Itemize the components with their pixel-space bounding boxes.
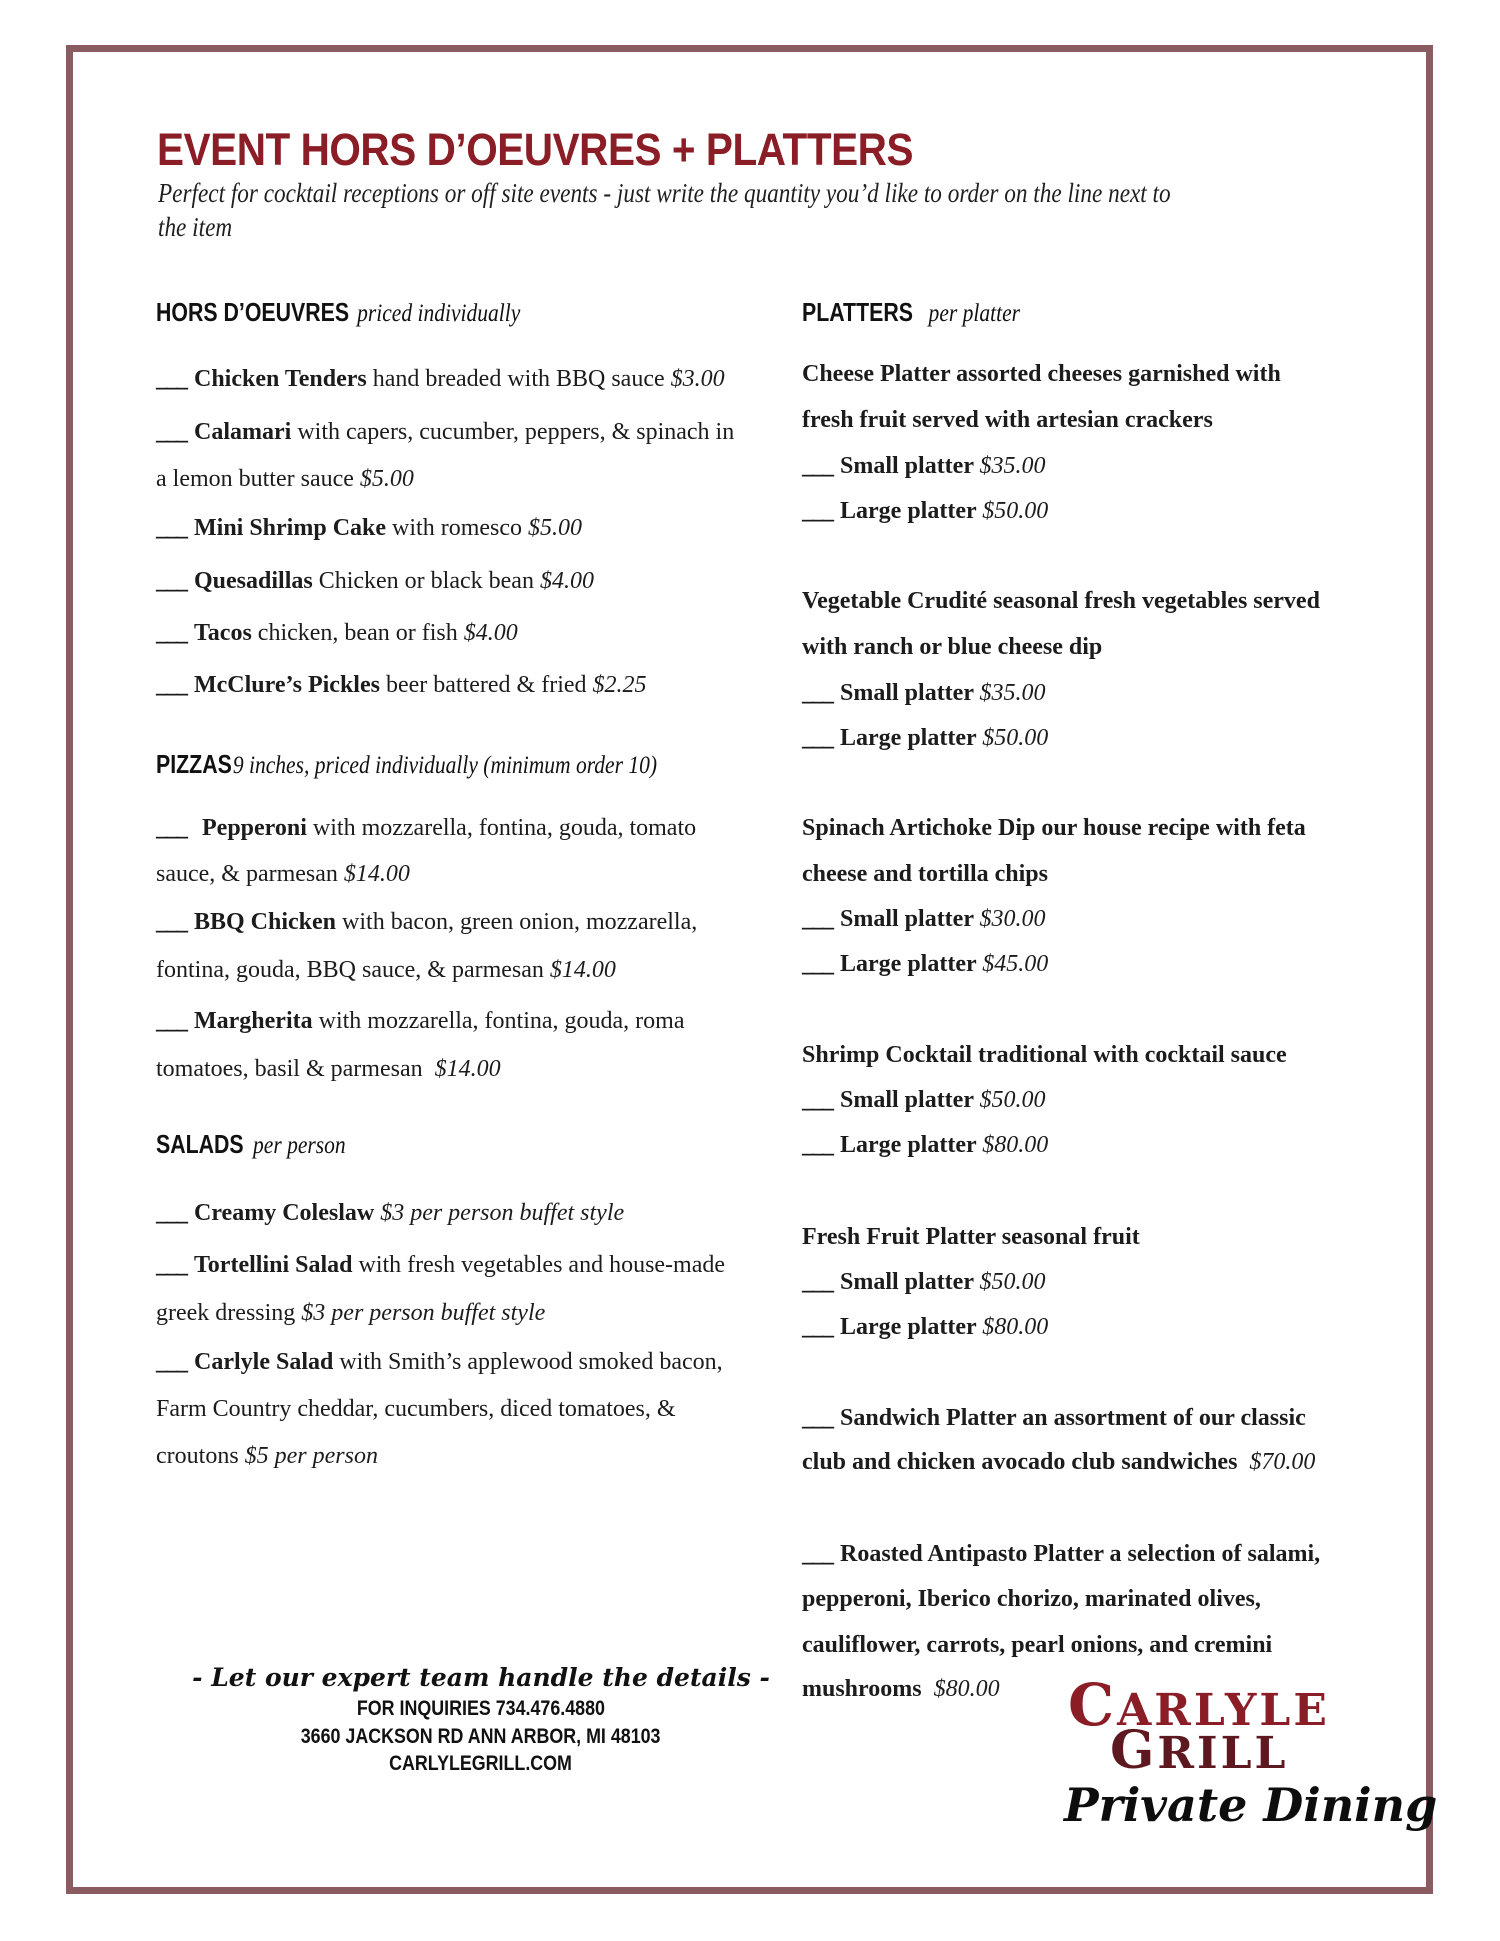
menu-item-pepperoni-cont [156, 859, 410, 889]
page-title: EVENT HORS D’OEUVRES + PLATTERS [157, 124, 914, 175]
footer-tagline: - Let our expert team handle the details - [192, 1663, 770, 1692]
quantity-blank[interactable]: ___ [156, 909, 186, 935]
menu-item-quesadillas [156, 566, 594, 596]
quantity-blank[interactable]: ___ [156, 620, 186, 646]
item-desc: with bacon, green onion, mozzarella, [336, 909, 698, 935]
menu-item-chicken-tenders [156, 364, 725, 394]
menu-item-tacos [156, 618, 518, 648]
platter-vegetable-small [802, 678, 1046, 708]
platter-desc: Roasted Antipasto Platter a selection of salami, [840, 1541, 1321, 1567]
platter-antipasto-desc-1: pepperoni, Iberico chorizo, marinated olives, [802, 1586, 1261, 1612]
item-name: Carlyle Salad [194, 1349, 334, 1375]
item-desc: fontina, gouda, BBQ sauce, & parmesan [156, 957, 550, 983]
item-name: Pepperoni [202, 815, 307, 841]
size-label: Small platter [840, 680, 974, 706]
item-desc: Chicken or black bean [312, 568, 540, 594]
logo-initial: C [1068, 1671, 1118, 1739]
menu-item-mcclures-pickles [156, 670, 647, 700]
quantity-blank[interactable]: ___ [156, 1008, 186, 1034]
platter-antipasto-desc-2: cauliflower, carrots, pearl onions, and cremini [802, 1632, 1273, 1658]
platter-antipasto-title [802, 1539, 1320, 1569]
item-desc: with fresh vegetables and house-made [352, 1252, 726, 1278]
page-subtitle-line-1: Perfect for cocktail receptions or off site events - just write the quantity you’d like to order on the line next to [158, 178, 1171, 208]
item-desc: with romesco [386, 515, 529, 541]
item-price: $3 per person buffet style [301, 1300, 546, 1326]
logo-word: RILL [1157, 1728, 1289, 1779]
menu-item-bbq-chicken [156, 907, 697, 937]
logo-private-dining: Private Dining [1064, 1778, 1438, 1832]
item-desc: tomatoes, basil & parmesan [156, 1056, 435, 1082]
footer-address [0, 1725, 962, 1749]
item-name: Margherita [194, 1008, 313, 1034]
item-price: $4.00 [463, 620, 518, 646]
price: $80.00 [982, 1132, 1049, 1158]
price: $50.00 [979, 1269, 1046, 1295]
website-link[interactable]: CARLYLEGRILL.COM [389, 1752, 573, 1775]
price: $30.00 [979, 906, 1046, 932]
phone-text: FOR INQUIRIES 734.476.4880 [356, 1697, 606, 1720]
platter-fruit-title: Fresh Fruit Platter seasonal fruit [802, 1224, 1140, 1250]
item-name: Calamari [194, 419, 292, 445]
platter-fruit-small [802, 1267, 1046, 1297]
item-desc: a lemon butter sauce [156, 466, 360, 492]
item-price: $5.00 [359, 466, 414, 492]
item-name: Tortellini Salad [194, 1252, 353, 1278]
item-desc: with Smith’s applewood smoked bacon, [333, 1349, 723, 1375]
quantity-blank[interactable]: ___ [156, 419, 186, 445]
platter-cheese-large [802, 496, 1048, 526]
quantity-blank[interactable]: ___ [802, 1314, 832, 1340]
platter-spinach-title: Spinach Artichoke Dip our house recipe with feta [802, 815, 1306, 841]
platter-shrimp-large [802, 1130, 1048, 1160]
platter-cheese-small [802, 451, 1046, 481]
quantity-blank[interactable]: ___ [156, 815, 186, 841]
platter-spinach-large [802, 949, 1048, 979]
menu-item-bbq-chicken-cont [156, 955, 616, 985]
quantity-blank[interactable]: ___ [802, 1405, 832, 1431]
item-price: $3.00 [670, 366, 725, 392]
quantity-blank[interactable]: ___ [156, 1252, 186, 1278]
size-label: Large platter [840, 498, 977, 524]
item-desc: sauce, & parmesan [156, 861, 344, 887]
menu-item-margherita [156, 1006, 685, 1036]
platter-cheese-desc: fresh fruit served with artesian crackers [802, 407, 1213, 433]
section-heading-platters [802, 297, 1021, 328]
section-note: per person [252, 1132, 346, 1159]
price: $50.00 [979, 1087, 1046, 1113]
item-price: $5.00 [528, 515, 583, 541]
quantity-blank[interactable]: ___ [156, 1349, 186, 1375]
item-name: Mini Shrimp Cake [194, 515, 387, 541]
section-heading-pizzas [156, 749, 658, 780]
quantity-blank[interactable]: ___ [156, 672, 186, 698]
quantity-blank[interactable]: ___ [802, 453, 832, 479]
size-label: Small platter [840, 453, 974, 479]
price: $50.00 [982, 498, 1049, 524]
menu-item-pepperoni [156, 813, 696, 843]
quantity-blank[interactable]: ___ [156, 515, 186, 541]
item-desc: with capers, cucumber, peppers, & spinach in [291, 419, 735, 445]
platter-cheese-title: Cheese Platter assorted cheeses garnished with [802, 361, 1281, 387]
section-title: PLATTERS [802, 297, 913, 327]
price: $80.00 [933, 1676, 1000, 1702]
logo-word: ARLYLE [1117, 1685, 1330, 1736]
menu-item-calamari [156, 417, 734, 447]
quantity-blank[interactable]: ___ [156, 1200, 186, 1226]
item-name: BBQ Chicken [194, 909, 337, 935]
section-title: PIZZAS [156, 749, 232, 779]
item-price: $3 per person buffet style [380, 1200, 625, 1226]
item-desc: hand breaded with BBQ sauce [366, 366, 671, 392]
size-label: Large platter [840, 1314, 977, 1340]
item-desc: chicken, bean or fish [251, 620, 464, 646]
platter-shrimp-small [802, 1085, 1046, 1115]
footer-website [0, 1752, 962, 1776]
platter-desc: Sandwich Platter an assortment of our classic [840, 1405, 1306, 1431]
footer-inquiries [0, 1697, 962, 1721]
quantity-blank[interactable]: ___ [802, 1541, 832, 1567]
size-label: Small platter [840, 1087, 974, 1113]
menu-item-tortellini-salad [156, 1250, 725, 1280]
platter-vegetable-title: Vegetable Crudité seasonal fresh vegetables served [802, 588, 1320, 614]
item-desc: with mozzarella, fontina, gouda, roma [312, 1008, 685, 1034]
section-note: 9 inches, priced individually (minimum order 10) [233, 752, 658, 779]
item-price: $4.00 [539, 568, 594, 594]
section-note: priced individually [356, 300, 520, 327]
quantity-blank[interactable]: ___ [802, 1087, 832, 1113]
logo-grill [1110, 1720, 1288, 1781]
price: $80.00 [982, 1314, 1049, 1340]
size-label: Large platter [840, 725, 977, 751]
platter-vegetable-large [802, 723, 1048, 753]
item-name: Quesadillas [194, 568, 313, 594]
item-desc: croutons [156, 1443, 245, 1469]
menu-item-tortellini-salad-cont [156, 1298, 545, 1328]
price: $50.00 [982, 725, 1049, 751]
section-note: per platter [928, 300, 1021, 327]
quantity-blank[interactable]: ___ [156, 366, 186, 392]
platter-shrimp-title: Shrimp Cocktail traditional with cocktail sauce [802, 1042, 1287, 1068]
menu-item-margherita-cont [156, 1054, 501, 1084]
item-price: $14.00 [549, 957, 616, 983]
quantity-blank[interactable]: ___ [802, 680, 832, 706]
quantity-blank[interactable]: ___ [802, 498, 832, 524]
price: $35.00 [979, 453, 1046, 479]
quantity-blank[interactable]: ___ [802, 1269, 832, 1295]
item-price: $5 per person [244, 1443, 378, 1469]
price: $45.00 [982, 951, 1049, 977]
size-label: Small platter [840, 906, 974, 932]
platter-spinach-desc: cheese and tortilla chips [802, 861, 1048, 887]
platter-spinach-small [802, 904, 1046, 934]
menu-item-creamy-coleslaw [156, 1198, 624, 1228]
quantity-blank[interactable]: ___ [802, 725, 832, 751]
item-name: Tacos [194, 620, 252, 646]
platter-desc: club and chicken avocado club sandwiches [802, 1449, 1250, 1475]
price: $35.00 [979, 680, 1046, 706]
menu-item-carlyle-salad-cont-2 [156, 1441, 378, 1471]
logo-initial: G [1110, 1720, 1158, 1781]
menu-item-carlyle-salad [156, 1347, 723, 1377]
section-title: HORS D’OEUVRES [156, 297, 350, 327]
item-desc: Farm Country cheddar, cucumbers, diced tomatoes, & [156, 1396, 676, 1422]
item-name: Chicken Tenders [194, 366, 367, 392]
platter-desc: mushrooms [802, 1676, 934, 1702]
item-price: $2.25 [592, 672, 647, 698]
platter-fruit-large [802, 1312, 1048, 1342]
menu-item-calamari-cont [156, 464, 414, 494]
section-heading-salads [156, 1129, 346, 1160]
quantity-blank[interactable]: ___ [802, 1132, 832, 1158]
item-price: $14.00 [343, 861, 410, 887]
item-desc: greek dressing [156, 1300, 302, 1326]
platter-sandwich-title [802, 1403, 1306, 1433]
quantity-blank[interactable]: ___ [802, 906, 832, 932]
section-title: SALADS [156, 1129, 244, 1159]
platter-vegetable-desc: with ranch or blue cheese dip [802, 634, 1103, 660]
quantity-blank[interactable]: ___ [802, 951, 832, 977]
price: $70.00 [1249, 1449, 1316, 1475]
item-name: Creamy Coleslaw [194, 1200, 375, 1226]
section-heading-hors-doeuvres [156, 297, 520, 328]
quantity-blank[interactable]: ___ [156, 568, 186, 594]
address-text: 3660 JACKSON RD ANN ARBOR, MI 48103 [301, 1725, 661, 1748]
page-subtitle-line-2: the item [158, 212, 233, 242]
item-price: $14.00 [434, 1056, 501, 1082]
item-desc: beer battered & fried [379, 672, 593, 698]
platter-sandwich-desc [802, 1447, 1315, 1477]
size-label: Small platter [840, 1269, 974, 1295]
size-label: Large platter [840, 951, 977, 977]
menu-item-carlyle-salad-cont [156, 1394, 676, 1424]
item-desc: with mozzarella, fontina, gouda, tomato [306, 815, 697, 841]
menu-item-mini-shrimp-cake [156, 513, 582, 543]
item-name: McClure’s Pickles [194, 672, 380, 698]
size-label: Large platter [840, 1132, 977, 1158]
